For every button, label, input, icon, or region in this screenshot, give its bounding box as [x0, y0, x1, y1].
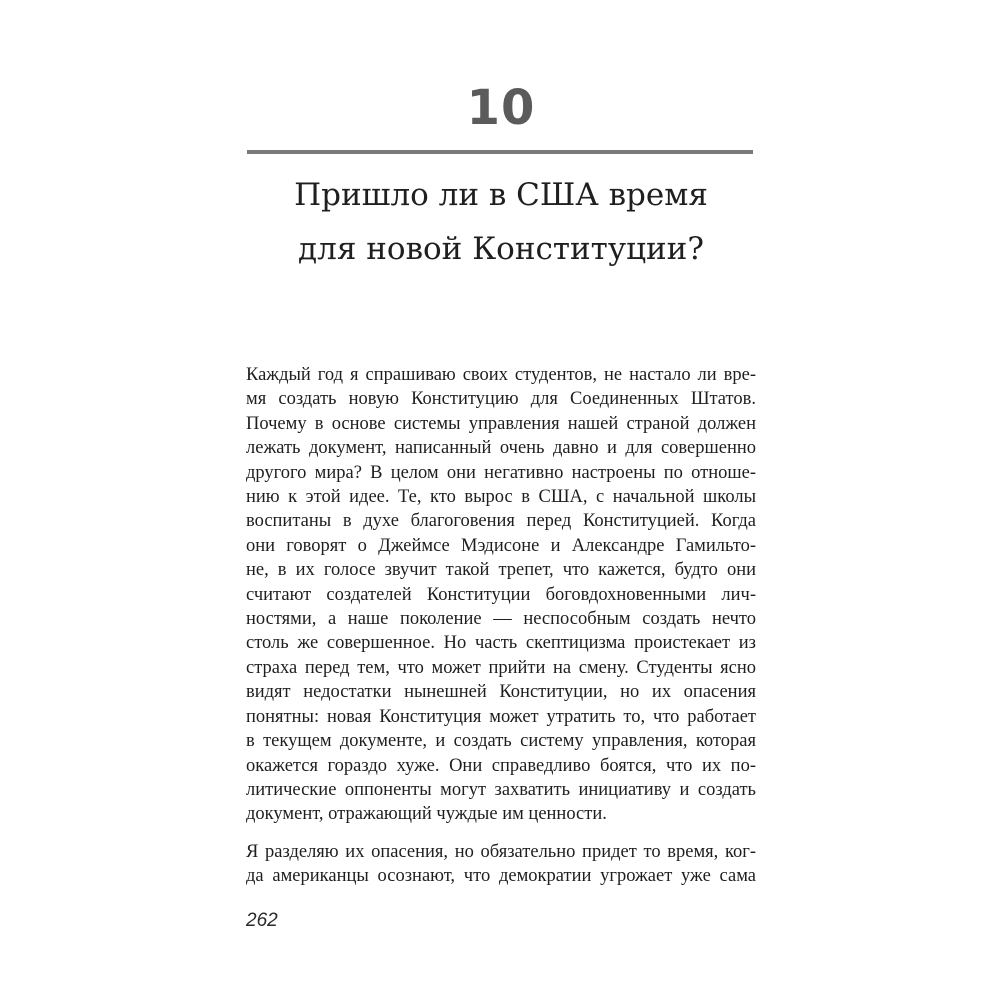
text-line: Почему в основе системы управления нашей страной должен	[246, 413, 756, 434]
chapter-number: 10	[466, 80, 536, 136]
text-line: воспитаны в духе благоговения перед Конституцией. Когда	[246, 511, 756, 532]
paragraph-2	[246, 840, 756, 889]
text-line: Я разделяю их опасения, но обязательно придет то время, ког-	[246, 841, 756, 862]
text-line: окажется гораздо хуже. Они справедливо боятся, что их по-	[246, 755, 756, 776]
text-line: мя создать новую Конституцию для Соединенных Штатов.	[246, 389, 756, 410]
text-line: нию к этой идее. Те, кто вырос в США, с начальной школы	[246, 487, 756, 508]
text-line: ностями, а наше поколение — неспособным создать нечто	[246, 609, 756, 630]
page-number: 262	[246, 910, 278, 931]
chapter-divider	[247, 150, 753, 154]
body-text	[246, 363, 756, 889]
text-line: понятны: новая Конституция может утратить то, что работает	[246, 706, 756, 727]
text-line: они говорят о Джеймсе Мэдисоне и Александре Гамильто-	[246, 535, 756, 556]
text-line: в текущем документе, и создать систему управления, которая	[246, 731, 756, 752]
text-line: видят недостатки нынешней Конституции, но их опасения	[246, 682, 756, 703]
chapter-title-line: Пришло ли в США время	[294, 177, 708, 213]
text-line: столь же совершенное. Но часть скептицизма проистекает из	[246, 633, 756, 654]
text-line: документ, отражающий чуждые им ценности.	[246, 804, 607, 825]
text-line: страха перед тем, что может прийти на смену. Студенты ясно	[246, 657, 756, 678]
chapter-title	[240, 168, 762, 276]
text-line: не, в их голосе звучит такой трепет, что кажется, будто они	[246, 560, 756, 581]
text-line: другого мира? В целом они негативно настроены по отноше-	[246, 462, 756, 483]
text-line: литические оппоненты могут захватить инициативу и создать	[246, 779, 756, 800]
text-line: лежать документ, написанный очень давно и для совершенно	[246, 438, 756, 459]
text-line: считают создателей Конституции боговдохновенными лич-	[246, 584, 756, 605]
chapter-title-line: для новой Конституции?	[298, 231, 704, 267]
text-line: да американцы осознают, что демократии угрожает уже сама	[246, 866, 756, 887]
text-line: Каждый год я спрашиваю своих студентов, не настало ли вре-	[246, 365, 756, 385]
paragraph-1	[246, 363, 756, 827]
